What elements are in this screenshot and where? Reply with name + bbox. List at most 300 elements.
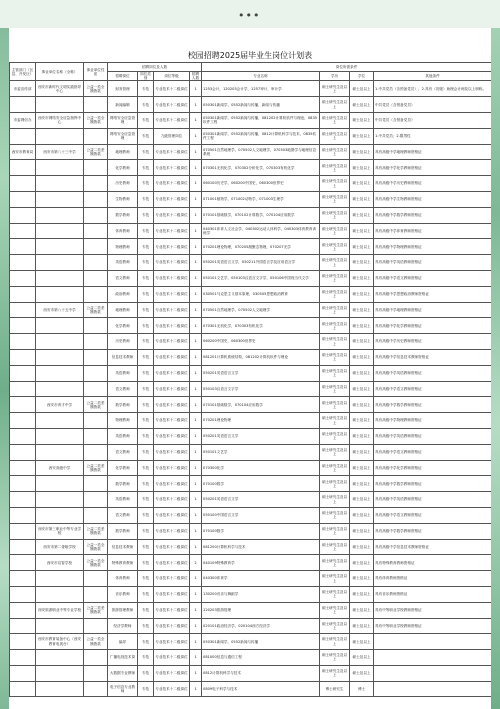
cell-post: 语文教师 xyxy=(108,381,138,397)
document-title: 校园招聘2025届毕业生岗位计划表 xyxy=(187,51,313,60)
table-row xyxy=(10,255,492,271)
cell-unit-type xyxy=(84,681,108,697)
cell-major: 050100中国语言文学 xyxy=(202,507,320,523)
cell-degree: 硕士及以上 xyxy=(350,523,374,539)
cell-post-category: 专技 xyxy=(138,571,154,587)
cell-unit-type xyxy=(84,507,108,523)
cell-degree: 硕士及以上 xyxy=(350,349,374,365)
cell-major: 040300体育学 xyxy=(202,571,320,587)
cell-dept xyxy=(10,539,36,555)
cell-post-category: 专技 xyxy=(138,413,154,429)
cell-major: 081201计算机系统结构，081202计算机软件与理论 xyxy=(202,349,320,365)
cell-post: 经济学教师 xyxy=(108,618,138,634)
cell-major: 070501自然地理学，070502人文地理学 xyxy=(202,302,320,318)
cell-major: 070201理论物理 xyxy=(202,413,320,429)
cell-unit-name: 西安市育才中学 xyxy=(36,397,84,413)
cell-unit-type: 公益二类差额拨款 xyxy=(84,144,108,160)
cell-post: 英语教师 xyxy=(108,365,138,381)
header-group-cell: 岗位所需条件 xyxy=(202,63,491,72)
cell-post: 财务管理 xyxy=(108,81,138,97)
cell-post: 大数据专业教师 xyxy=(108,665,138,681)
cell-headcount: 1 xyxy=(190,270,202,286)
cell-headcount: 1 xyxy=(190,239,202,255)
header-cell: 事业单位名称（全称） xyxy=(36,63,84,81)
cell-post: 地理教师 xyxy=(108,302,138,318)
cell-unit-type xyxy=(84,191,108,207)
cell-headcount: 1 xyxy=(190,397,202,413)
cell-major: 050301新闻学，0552新闻与传播，新闻与传播 xyxy=(202,97,320,113)
cell-unit-name: 西安市第八十五中学 xyxy=(36,302,84,318)
cell-post-category: 专技 xyxy=(138,634,154,650)
table-body xyxy=(10,81,492,697)
table-row xyxy=(10,507,492,523)
table-row xyxy=(10,97,492,113)
cell-unit-type xyxy=(84,128,108,144)
cell-post-category: 专技 xyxy=(138,207,154,223)
cell-degree: 硕士及以上 xyxy=(350,618,374,634)
cell-degree: 硕士及以上 xyxy=(350,302,374,318)
cell-degree: 硕士及以上 xyxy=(350,492,374,508)
cell-headcount: 1 xyxy=(190,113,202,129)
cell-unit-type xyxy=(84,349,108,365)
cell-other-conditions: 具有高级中学数学教师资格证 xyxy=(374,523,491,539)
header-group-cell: 招聘岗位及人数 xyxy=(108,63,202,72)
cell-other-conditions: 具有高级中学英语教师资格证 xyxy=(374,255,491,271)
cell-education: 硕士研究生及以上 xyxy=(320,81,350,97)
header-cell: 事业单位性质 xyxy=(84,63,108,81)
cell-degree: 硕士及以上 xyxy=(350,381,374,397)
cell-major: 0812计算机科学与技术 xyxy=(202,665,320,681)
cell-major: 070301无机化学，070302分析化学，070303有机化学 xyxy=(202,160,320,176)
cell-post: 历史教师 xyxy=(108,334,138,350)
table-row xyxy=(10,81,492,97)
cell-unit-type: 公益一类全额拨款 xyxy=(84,634,108,650)
header-cell: 岗位等级 xyxy=(154,72,190,81)
cell-other-conditions xyxy=(374,665,491,681)
cell-education: 博士研究生 xyxy=(320,681,350,697)
cell-degree: 硕士及以上 xyxy=(350,507,374,523)
cell-dept xyxy=(10,586,36,602)
cell-headcount: 1 xyxy=(190,97,202,113)
cell-post-category: 专技 xyxy=(138,681,154,697)
cell-post: 数学教师 xyxy=(108,476,138,492)
cell-dept xyxy=(10,97,36,113)
cell-education: 硕士研究生及以上 xyxy=(320,349,350,365)
cell-major: 130200音乐与舞蹈学 xyxy=(202,586,320,602)
cell-dept xyxy=(10,681,36,697)
cell-post: 网络安全应急管理 xyxy=(108,113,138,129)
cell-post-level: 专业技术十二级岗位 xyxy=(154,207,190,223)
cell-other-conditions: 具有音乐教师资格证 xyxy=(374,586,491,602)
cell-post-level: 专业技术十二级岗位 xyxy=(154,618,190,634)
cell-headcount: 1 xyxy=(190,602,202,618)
cell-degree: 硕士及以上 xyxy=(350,286,374,302)
table-row xyxy=(10,349,492,365)
cell-unit-name: 西安市教育装备中心（西安教育电视台） xyxy=(36,634,84,650)
cell-headcount: 1 xyxy=(190,207,202,223)
cell-post-category: 专技 xyxy=(138,239,154,255)
cell-unit-name: 西安高级中学 xyxy=(36,460,84,476)
cell-dept xyxy=(10,460,36,476)
cell-post-level: 专业技术十二级岗位 xyxy=(154,365,190,381)
cell-education: 硕士研究生及以上 xyxy=(320,492,350,508)
cell-dept xyxy=(10,428,36,444)
cell-dept xyxy=(10,286,36,302)
cell-major: 030501马克思主义基本原理，030505思想政治教育 xyxy=(202,286,320,302)
header-cell: 主管部门（区县、开发区） xyxy=(10,63,36,81)
cell-unit-name xyxy=(36,349,84,365)
cell-unit-type xyxy=(84,239,108,255)
cell-other-conditions: 具有高级中学历史教师资格证 xyxy=(374,176,491,192)
cell-education: 硕士研究生及以上 xyxy=(320,144,350,160)
cell-unit-name: 西安市第二聋哑学校 xyxy=(36,539,84,555)
cell-other-conditions: 具有高级中学地理教师资格证 xyxy=(374,302,491,318)
cell-major: 040301体育人文社会学，040302运动人体科学，040303体育教育训练学 xyxy=(202,223,320,239)
cell-unit-type xyxy=(84,492,108,508)
cell-other-conditions: 中共党员（含预备党员） xyxy=(374,113,491,129)
cell-headcount: 1 xyxy=(190,413,202,429)
cell-major: 050201英语语言文学，050211外国语言学及应用语言学 xyxy=(202,255,320,271)
cell-other-conditions: 具有高级中学信息技术教师资格证 xyxy=(374,349,491,365)
cell-unit-type xyxy=(84,650,108,666)
cell-other-conditions xyxy=(374,681,491,697)
table-row xyxy=(10,381,492,397)
cell-post-category: 专技 xyxy=(138,555,154,571)
cell-degree: 硕士及以上 xyxy=(350,176,374,192)
cell-post-category: 专技 xyxy=(138,97,154,113)
table-row xyxy=(10,160,492,176)
cell-major: 070300化学 xyxy=(202,460,320,476)
cell-other-conditions: 具有高级中学数学教师资格证 xyxy=(374,207,491,223)
cell-post-category: 专技 xyxy=(138,523,154,539)
cell-post: 信息技术教师 xyxy=(108,349,138,365)
recruitment-table xyxy=(9,62,491,697)
cell-post-category: 专技 xyxy=(138,618,154,634)
cell-unit-type: 公益一类全额拨款 xyxy=(84,113,108,129)
more-menu-icon[interactable]: ••• xyxy=(238,9,261,22)
table-header-row-1 xyxy=(10,63,492,72)
cell-other-conditions: 具有高级中学语文教师资格证 xyxy=(374,381,491,397)
cell-degree: 博士 xyxy=(350,681,374,697)
cell-degree: 硕士及以上 xyxy=(350,160,374,176)
cell-major: 081000信息与通信工程 xyxy=(202,650,320,666)
header-cell: 学位 xyxy=(350,72,374,81)
cell-dept: 市委宣传部 xyxy=(10,81,36,97)
cell-education: 硕士研究生及以上 xyxy=(320,523,350,539)
cell-education: 硕士研究生及以上 xyxy=(320,539,350,555)
cell-post-level: 专业技术十二级岗位 xyxy=(154,602,190,618)
cell-other-conditions: 具有高级中学英语教师资格证 xyxy=(374,365,491,381)
cell-unit-name xyxy=(36,507,84,523)
cell-unit-type xyxy=(84,571,108,587)
cell-headcount: 1 xyxy=(190,586,202,602)
cell-education: 硕士研究生及以上 xyxy=(320,160,350,176)
cell-dept xyxy=(10,650,36,666)
cell-degree: 硕士及以上 xyxy=(350,586,374,602)
cell-other-conditions: 具有高级中学语文教师资格证 xyxy=(374,507,491,523)
cell-other-conditions: 1.中共党员（含预备党员）；2.具有（初级）助理会计师及以上职称。 xyxy=(374,81,491,97)
cell-other-conditions: 具有高级中学地理教师资格证 xyxy=(374,144,491,160)
cell-post-category: 专技 xyxy=(138,270,154,286)
cell-major: 070501自然地理学，070502人文地理学，070503地图学与地理信息系统 xyxy=(202,144,320,160)
cell-post: 化学教师 xyxy=(108,160,138,176)
cell-headcount: 2 xyxy=(190,555,202,571)
cell-post-category: 专技 xyxy=(138,381,154,397)
cell-major: 050301新闻学，0552新闻与传播 xyxy=(202,634,320,650)
cell-headcount: 1 xyxy=(190,128,202,144)
cell-education: 硕士研究生及以上 xyxy=(320,507,350,523)
cell-post-category: 专技 xyxy=(138,492,154,508)
cell-unit-type: 公益二类差额拨款 xyxy=(84,302,108,318)
cell-headcount: 1 xyxy=(190,191,202,207)
cell-headcount: 1 xyxy=(190,223,202,239)
cell-post-level: 专业技术十二级岗位 xyxy=(154,555,190,571)
table-row xyxy=(10,191,492,207)
cell-post-category: 专技 xyxy=(138,349,154,365)
cell-post-level: 九级管理岗位 xyxy=(154,128,190,144)
cell-unit-type: 公益二类差额拨款 xyxy=(84,460,108,476)
header-cell: 岗位类别 xyxy=(138,72,154,81)
cell-unit-name xyxy=(36,176,84,192)
cell-post-category: 专技 xyxy=(138,255,154,271)
cell-unit-name xyxy=(36,413,84,429)
cell-education: 硕士研究生及以上 xyxy=(320,286,350,302)
cell-dept xyxy=(10,381,36,397)
cell-post-category: 专技 xyxy=(138,586,154,602)
cell-education: 硕士研究生及以上 xyxy=(320,381,350,397)
table-row xyxy=(10,144,492,160)
cell-degree: 硕士及以上 xyxy=(350,665,374,681)
cell-major: 050103汉语言文字学 xyxy=(202,381,320,397)
cell-post: 生物教师 xyxy=(108,191,138,207)
cell-dept xyxy=(10,507,36,523)
cell-unit-name xyxy=(36,318,84,334)
cell-post: 物理教师 xyxy=(108,239,138,255)
table-row xyxy=(10,270,492,286)
cell-unit-name: 西安市第三职业中等专业学校 xyxy=(36,523,84,539)
cell-dept xyxy=(10,602,36,618)
cell-post-category: 专技 xyxy=(138,602,154,618)
cell-post-category: 专技 xyxy=(138,507,154,523)
cell-post-category: 专技 xyxy=(138,444,154,460)
header-cell: 招聘人数 xyxy=(190,72,202,81)
table-row xyxy=(10,239,492,255)
cell-headcount: 1 xyxy=(190,523,202,539)
table-row xyxy=(10,176,492,192)
cell-unit-name xyxy=(36,428,84,444)
cell-other-conditions: 具有高级中学英语教师资格证 xyxy=(374,492,491,508)
cell-education: 硕士研究生及以上 xyxy=(320,113,350,129)
cell-major: 060100历史学，060200中国史，060300世界史 xyxy=(202,176,320,192)
cell-education: 硕士研究生及以上 xyxy=(320,334,350,350)
cell-unit-type xyxy=(84,207,108,223)
cell-post: 旅游管理教师 xyxy=(108,602,138,618)
cell-post: 英语教师 xyxy=(108,255,138,271)
cell-unit-name: 西安市新时代文明实践指导中心 xyxy=(36,81,84,97)
cell-dept xyxy=(10,302,36,318)
cell-headcount: 1 xyxy=(190,571,202,587)
cell-post-category: 专技 xyxy=(138,160,154,176)
cell-dept xyxy=(10,492,36,508)
cell-post-level: 专业技术十二级岗位 xyxy=(154,191,190,207)
cell-major: 070201理论物理，070205凝聚态物理，070207光学 xyxy=(202,239,320,255)
cell-major: 070101基础数学，070104应用数学 xyxy=(202,397,320,413)
cell-major: 070301无机化学，070303有机化学 xyxy=(202,318,320,334)
table-row xyxy=(10,460,492,476)
cell-major: 1253会计，120203会计学，1257审计，审计学 xyxy=(202,81,320,97)
cell-post: 物理教师 xyxy=(108,413,138,429)
cell-education: 硕士研究生及以上 xyxy=(320,128,350,144)
cell-degree: 硕士及以上 xyxy=(350,334,374,350)
cell-other-conditions: 具有高级中学化学教师资格证 xyxy=(374,460,491,476)
header-cell: 学历 xyxy=(320,72,350,81)
cell-post-category: 专技 xyxy=(138,176,154,192)
cell-post: 新闻编辑 xyxy=(108,97,138,113)
cell-post-level: 专业技术十二级岗位 xyxy=(154,81,190,97)
cell-post-level: 专业技术十二级岗位 xyxy=(154,255,190,271)
cell-other-conditions: 具有高级中学历史教师资格证 xyxy=(374,334,491,350)
cell-headcount: 1 xyxy=(190,160,202,176)
cell-post: 广播电视技术岗 xyxy=(108,650,138,666)
cell-dept xyxy=(10,444,36,460)
cell-headcount: 1 xyxy=(190,81,202,97)
table-row xyxy=(10,492,492,508)
cell-education: 硕士研究生及以上 xyxy=(320,586,350,602)
table-row xyxy=(10,318,492,334)
cell-education: 硕士研究生及以上 xyxy=(320,207,350,223)
cell-unit-name xyxy=(36,239,84,255)
cell-post-level: 专业技术十二级岗位 xyxy=(154,97,190,113)
cell-post-category: 专技 xyxy=(138,334,154,350)
table-row xyxy=(10,444,492,460)
cell-degree: 硕士及以上 xyxy=(350,207,374,223)
cell-unit-type xyxy=(84,318,108,334)
cell-other-conditions: 具有高级中学体育教师资格证 xyxy=(374,223,491,239)
cell-post-level: 专业技术十二级岗位 xyxy=(154,681,190,697)
cell-unit-type xyxy=(84,176,108,192)
cell-other-conditions xyxy=(374,650,491,666)
cell-unit-type xyxy=(84,255,108,271)
cell-unit-name xyxy=(36,270,84,286)
cell-post: 数学教师 xyxy=(108,397,138,413)
cell-post: 化学教师 xyxy=(108,460,138,476)
cell-dept xyxy=(10,665,36,681)
cell-education: 硕士研究生及以上 xyxy=(320,555,350,571)
table-row xyxy=(10,602,492,618)
cell-post-category: 专技 xyxy=(138,428,154,444)
cell-headcount: 1 xyxy=(190,428,202,444)
cell-post-category: 专技 xyxy=(138,113,154,129)
cell-post: 网络安全应急管理 xyxy=(108,128,138,144)
cell-post-category: 专技 xyxy=(138,128,154,144)
cell-education: 硕士研究生及以上 xyxy=(320,428,350,444)
cell-other-conditions: 具有高级中学生物教师资格证 xyxy=(374,191,491,207)
cell-post-category: 专技 xyxy=(138,397,154,413)
cell-other-conditions: 具有高级中学化学教师资格证 xyxy=(374,160,491,176)
cell-post-level: 专业技术十二级岗位 xyxy=(154,176,190,192)
cell-other-conditions: 具有体育教师资格证 xyxy=(374,571,491,587)
cell-headcount: 1 xyxy=(190,460,202,476)
cell-degree: 硕士及以上 xyxy=(350,571,374,587)
cell-major: 0809电子科学与技术 xyxy=(202,681,320,697)
cell-headcount: 1 xyxy=(190,176,202,192)
cell-unit-name: 西安市启智学校 xyxy=(36,555,84,571)
cell-dept xyxy=(10,618,36,634)
cell-education: 硕士研究生及以上 xyxy=(320,413,350,429)
cell-post-category: 专技 xyxy=(138,144,154,160)
cell-major: 071001植物学，071002动物学，071003生理学 xyxy=(202,191,320,207)
cell-major: 050201英语语言文学 xyxy=(202,365,320,381)
cell-major: 050101文艺学 xyxy=(202,444,320,460)
cell-post-category: 专技 xyxy=(138,286,154,302)
cell-other-conditions: 具有中等职业学校教师资格证 xyxy=(374,618,491,634)
cell-dept xyxy=(10,365,36,381)
cell-headcount: 1 xyxy=(190,302,202,318)
cell-other-conditions: 具有高级中学语文教师资格证 xyxy=(374,270,491,286)
cell-post: 语文教师 xyxy=(108,507,138,523)
cell-headcount: 1 xyxy=(190,144,202,160)
cell-education: 硕士研究生及以上 xyxy=(320,397,350,413)
cell-post: 信息技术教师 xyxy=(108,539,138,555)
cell-unit-type: 公益二类差额拨款 xyxy=(84,397,108,413)
cell-headcount: 1 xyxy=(190,476,202,492)
header-cell: 专业名称 xyxy=(202,72,320,81)
cell-post-category: 专技 xyxy=(138,665,154,681)
cell-post: 英语教师 xyxy=(108,492,138,508)
cell-major: 050301新闻学，0552新闻与传播，081202计算机软件与理论，0835软件工程 xyxy=(202,113,320,129)
cell-degree: 硕士及以上 xyxy=(350,97,374,113)
cell-education: 硕士研究生及以上 xyxy=(320,191,350,207)
cell-unit-type: 公益二类差额拨款 xyxy=(84,523,108,539)
cell-unit-name xyxy=(36,223,84,239)
cell-post: 电子信息专业教师 xyxy=(108,681,138,697)
cell-major: 070101基础数学，070102计算数学，070104应用数学 xyxy=(202,207,320,223)
cell-degree: 硕士及以上 xyxy=(350,634,374,650)
cell-dept xyxy=(10,191,36,207)
cell-dept xyxy=(10,571,36,587)
cell-post-category: 专技 xyxy=(138,650,154,666)
cell-education: 硕士研究生及以上 xyxy=(320,634,350,650)
cell-dept xyxy=(10,239,36,255)
table-row xyxy=(10,555,492,571)
cell-unit-name xyxy=(36,160,84,176)
cell-other-conditions: 具有高级中学信息技术教师资格证 xyxy=(374,539,491,555)
cell-degree: 硕士及以上 xyxy=(350,444,374,460)
cell-dept xyxy=(10,160,36,176)
cell-unit-type xyxy=(84,97,108,113)
cell-other-conditions: 具有高级中学思想政治教师资格证 xyxy=(374,286,491,302)
cell-post: 编导 xyxy=(108,634,138,650)
cell-degree: 硕士及以上 xyxy=(350,223,374,239)
cell-post-level: 专业技术十二级岗位 xyxy=(154,144,190,160)
cell-post: 音乐教师 xyxy=(108,586,138,602)
cell-headcount: 1 xyxy=(190,286,202,302)
table-row xyxy=(10,286,492,302)
cell-education: 硕士研究生及以上 xyxy=(320,302,350,318)
cell-dept xyxy=(10,349,36,365)
cell-unit-name xyxy=(36,97,84,113)
cell-degree: 硕士及以上 xyxy=(350,539,374,555)
cell-dept xyxy=(10,318,36,334)
cell-unit-name xyxy=(36,255,84,271)
cell-unit-name xyxy=(36,681,84,697)
cell-post-level: 专业技术十二级岗位 xyxy=(154,428,190,444)
cell-post-level: 专业技术十二级岗位 xyxy=(154,634,190,650)
cell-unit-name: 西安旅游职业中等专业学校 xyxy=(36,602,84,618)
cell-major: 070100数学 xyxy=(202,523,320,539)
cell-education: 硕士研究生及以上 xyxy=(320,176,350,192)
cell-headcount: 1 xyxy=(190,444,202,460)
